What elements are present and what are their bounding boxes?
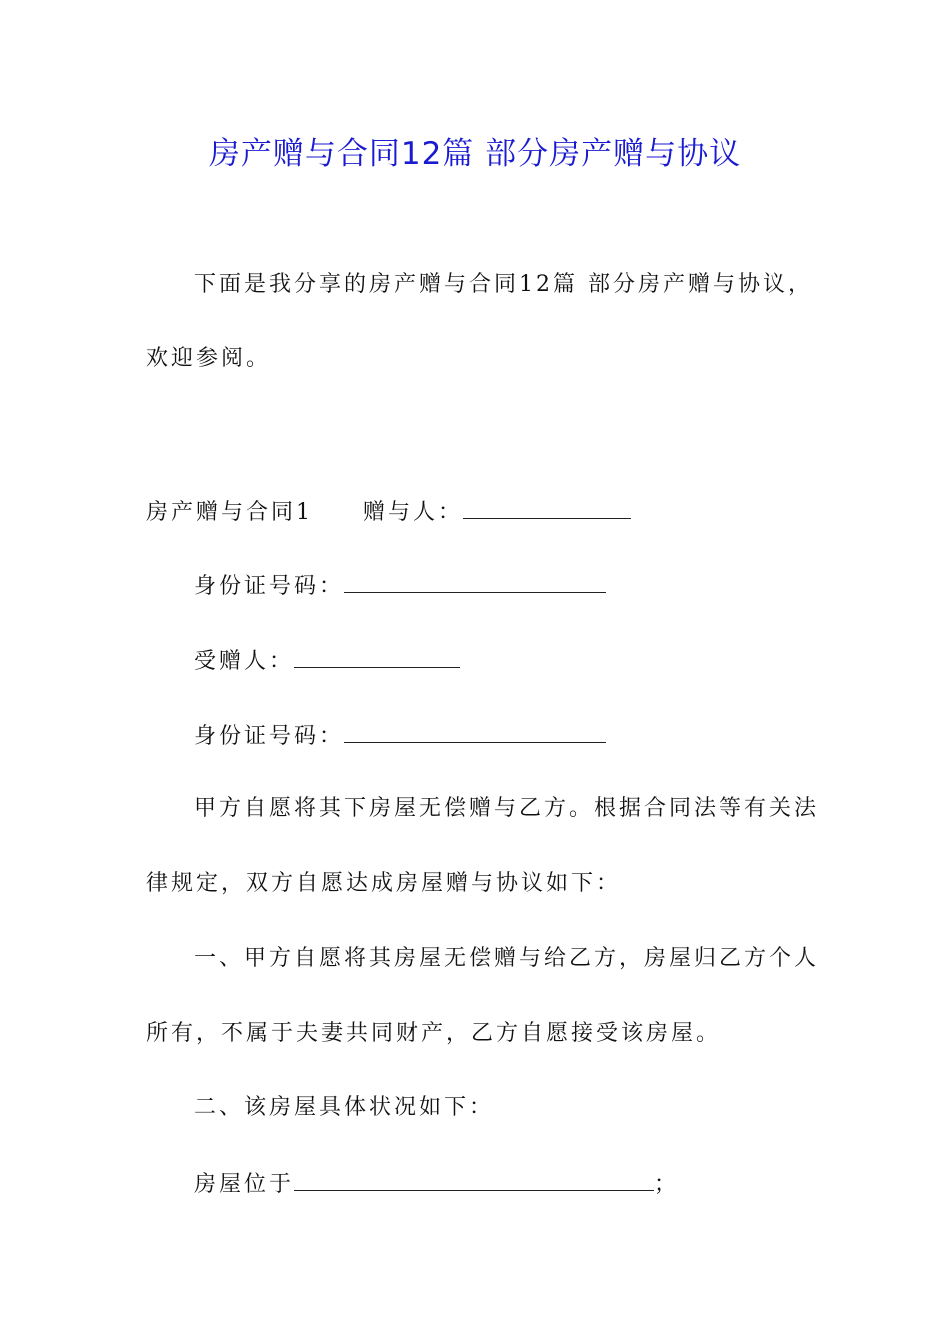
donor-id-blank [344,570,606,593]
location-suffix: ； [654,1172,680,1197]
donee-label: 受赠人： [194,649,295,674]
para1-line-2: 律规定，双方自愿达成房屋赠与协议如下： [146,871,622,896]
donee-id-blank [344,720,606,743]
intro-line-2: 欢迎参阅。 [146,346,272,371]
location-row [194,1168,679,1200]
location-label: 房屋位于 [194,1172,295,1197]
clause2-heading: 二、该房屋具体状况如下： [194,1095,495,1120]
donor-label: 赠与人： [363,500,464,525]
document-title: 房产赠与合同12篇 部分房产赠与协议 [208,136,742,172]
donor-id-label: 身份证号码： [194,574,345,599]
donor-blank [463,496,631,519]
clause1-line-1: 一、甲方自愿将其房屋无偿赠与给乙方，房屋归乙方个人 [194,946,820,971]
para1-line-1: 甲方自愿将其下房屋无偿赠与乙方。根据合同法等有关法 [194,796,820,821]
contract-party-row [146,496,631,528]
donee-id-row [194,720,606,752]
intro-line-1: 下面是我分享的房产赠与合同12篇 部分房产赠与协议， [194,272,813,297]
donee-id-label: 身份证号码： [194,724,345,749]
location-blank [294,1168,654,1191]
donee-blank [294,645,460,668]
contract-heading: 房产赠与合同1 [146,500,313,525]
clause1-line-2: 所有，不属于夫妻共同财产，乙方自愿接受该房屋。 [146,1021,722,1046]
donee-row [194,645,460,677]
donor-id-row [194,570,606,602]
